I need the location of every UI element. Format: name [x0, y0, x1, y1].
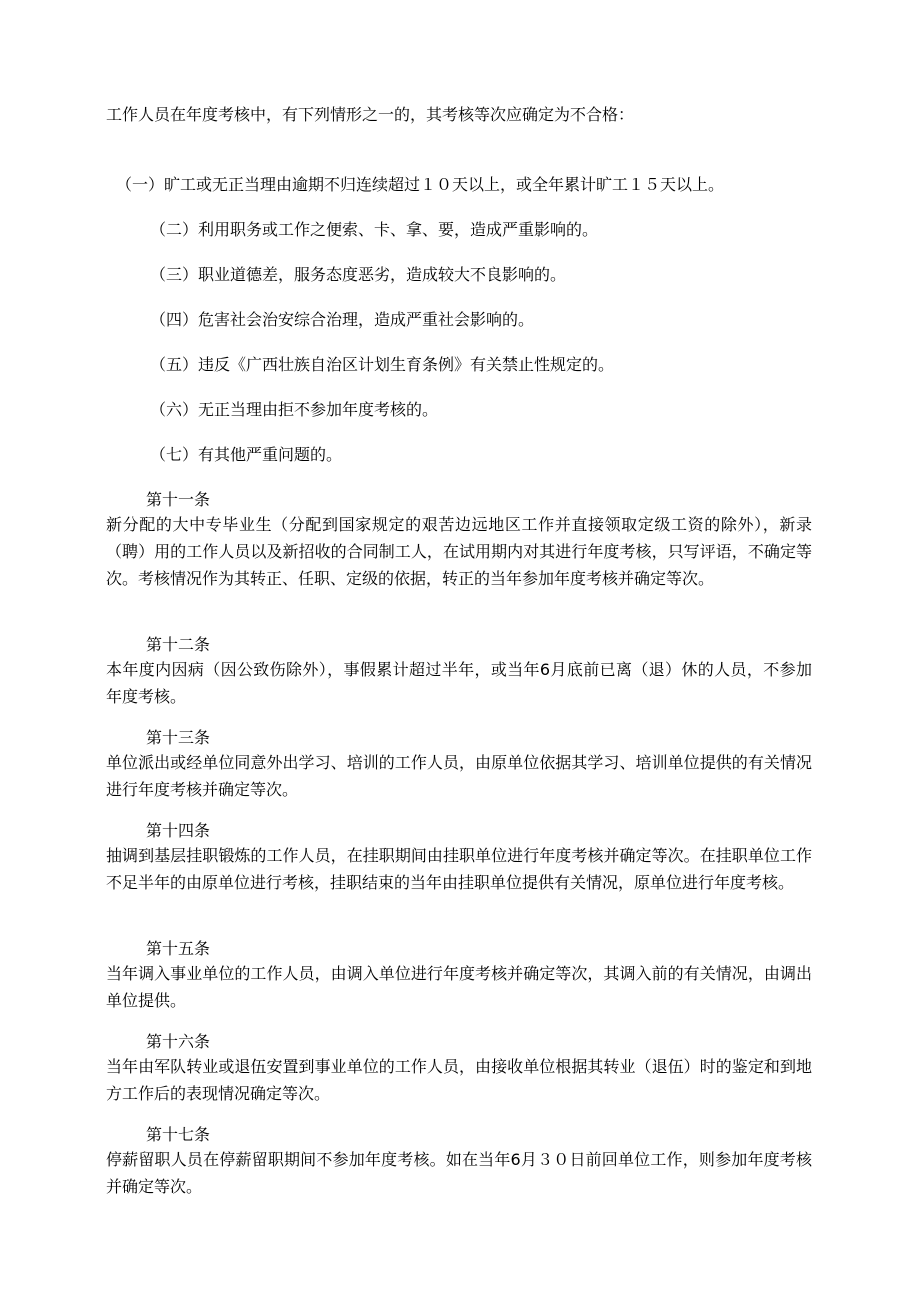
article-12-body: 本年度内因病（因公致伤除外），事假累计超过半年，或当年6月底前已离（退）休的人员，不参加年度考核。	[106, 660, 812, 706]
list-item-2: （二）利用职务或工作之便索、卡、拿、要，造成严重影响的。	[150, 220, 599, 239]
article-12-title: 第十二条	[146, 635, 211, 654]
list-item-3: （三）职业道德差，服务态度恶劣，造成较大不良影响的。	[150, 265, 567, 284]
article-11-body: 新分配的大中专毕业生（分配到国家规定的艰苦边远地区工作并直接领取定级工资的除外），新录（聘）用的工作人员以及新招收的合同制工人，在试用期内对其进行年度考核，只写评语，不确定等次。考核情况作为其转正、任职、定级的依据，转正的当年参加年度考核并确定等次。	[106, 515, 812, 588]
article-17-title: 第十七条	[146, 1125, 211, 1144]
list-item-7: （七）有其他严重问题的。	[150, 445, 343, 464]
article-13-body: 单位派出或经单位同意外出学习、培训的工作人员，由原单位依据其学习、培训单位提供的有关情况进行年度考核并确定等次。	[106, 753, 812, 799]
list-item-6: （六）无正当理由拒不参加年度考核的。	[150, 400, 439, 419]
article-13-title: 第十三条	[146, 728, 211, 747]
article-16-body: 当年由军队转业或退伍安置到事业单位的工作人员，由接收单位根据其转业（退伍）时的鉴定和到地方工作后的表现情况确定等次。	[106, 1057, 812, 1103]
article-14-title: 第十四条	[146, 821, 211, 840]
list-item-1: （一）旷工或无正当理由逾期不归连续超过１０天以上，或全年累计旷工１５天以上。	[116, 175, 725, 194]
article-16-title: 第十六条	[146, 1032, 211, 1051]
list-item-5: （五）违反《广西壮族自治区计划生育条例》有关禁止性规定的。	[150, 355, 615, 374]
article-14-body: 抽调到基层挂职锻炼的工作人员，在挂职期间由挂职单位进行年度考核并确定等次。在挂职单位工作不足半年的由原单位进行考核，挂职结束的当年由挂职单位提供有关情况，原单位进行年度考核。	[106, 846, 812, 892]
article-11-title: 第十一条	[146, 490, 211, 509]
article-15-body: 当年调入事业单位的工作人员，由调入单位进行年度考核并确定等次，其调入前的有关情况，由调出单位提供。	[106, 964, 812, 1010]
intro-paragraph: 工作人员在年度考核中，有下列情形之一的，其考核等次应确定为不合格：	[106, 105, 635, 124]
article-15-title: 第十五条	[146, 939, 211, 958]
article-17-body: 停薪留职人员在停薪留职期间不参加年度考核。如在当年6月３０日前回单位工作，则参加年度考核并确定等次。	[106, 1150, 812, 1196]
list-item-4: （四）危害社会治安综合治理，造成严重社会影响的。	[150, 310, 535, 329]
